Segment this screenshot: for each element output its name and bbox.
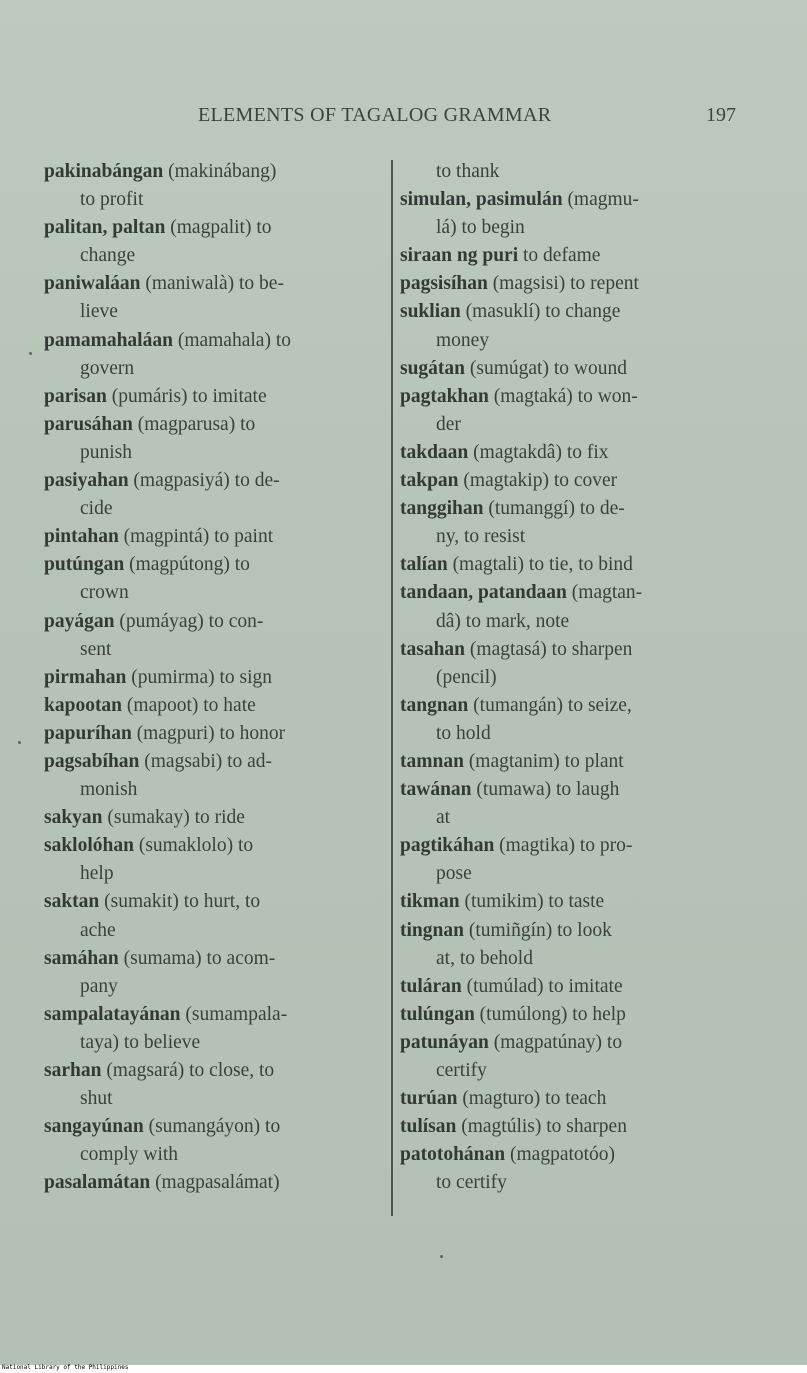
- definition-text: punish: [80, 441, 133, 463]
- glossary-line: [400, 608, 752, 636]
- definition-text: (magtasá) to sharpen: [465, 638, 633, 660]
- glossary-line: [44, 355, 382, 383]
- glossary-line: [400, 945, 752, 973]
- definition-text: (magpasiyá) to de-: [128, 470, 280, 492]
- glossary-line: [44, 158, 382, 186]
- headword: talían: [400, 554, 448, 576]
- definition-text: (magsará) to close, to: [101, 1060, 275, 1081]
- headword: samáhan: [44, 947, 119, 969]
- glossary-line: [400, 776, 752, 804]
- headword: simulan, pasimulán: [400, 189, 563, 211]
- glossary-line: [400, 327, 752, 355]
- headword: pagsabíhan: [44, 750, 140, 772]
- glossary-line: [44, 579, 382, 607]
- definition-text: to defame: [518, 245, 601, 267]
- glossary-line: [400, 355, 752, 383]
- glossary-line: [44, 1169, 382, 1197]
- definition-text: (magpintá) to paint: [118, 526, 274, 548]
- definition-text: (tumúlong) to help: [474, 1003, 626, 1025]
- glossary-line: [400, 692, 752, 720]
- definition-text: monish: [80, 779, 138, 801]
- glossary-line: [44, 945, 382, 973]
- glossary-line: [400, 636, 752, 664]
- definition-text: (magpasalámat): [150, 1172, 280, 1194]
- scan-footer: [0, 1365, 807, 1373]
- headword: tulísan: [400, 1116, 457, 1138]
- definition-text: ache: [80, 919, 116, 941]
- glossary-line: [44, 411, 382, 439]
- glossary-line: [44, 804, 382, 832]
- glossary-line: [400, 383, 752, 411]
- glossary-line: [44, 298, 382, 326]
- headword: pakinabángan: [44, 161, 164, 182]
- headword: pagtikáhan: [400, 835, 495, 857]
- headword: sampalatayánan: [44, 1003, 181, 1025]
- glossary-line: [400, 214, 752, 242]
- glossary-line: [44, 748, 382, 776]
- definition-text: (magpatotóo): [505, 1144, 616, 1166]
- headword: tasahan: [400, 638, 466, 660]
- definition-text: lá) to begin: [436, 217, 525, 239]
- definition-text: sent: [80, 638, 112, 660]
- definition-text: change: [80, 245, 136, 267]
- definition-text: (tumikim) to taste: [459, 891, 605, 913]
- column-divider: [391, 160, 393, 1216]
- headword: tawánan: [400, 779, 472, 801]
- definition-text: (magtali) to tie, to bind: [447, 554, 633, 576]
- definition-text: pose: [436, 863, 472, 885]
- definition-text: (magtan-: [566, 582, 643, 604]
- glossary-line: [44, 242, 382, 270]
- headword: suklian: [400, 301, 461, 323]
- definition-text: cide: [80, 498, 113, 520]
- glossary-line: [44, 214, 382, 242]
- definition-text: (magsisi) to repent: [487, 273, 639, 295]
- definition-text: (maniwalà) to be-: [140, 273, 284, 295]
- glossary-line: [44, 973, 382, 1001]
- headword: putúngan: [44, 554, 125, 576]
- glossary-line: [44, 776, 382, 804]
- glossary-line: [44, 383, 382, 411]
- definition-text: dâ) to mark, note: [436, 610, 570, 632]
- definition-text: (sumakay) to ride: [102, 807, 245, 829]
- glossary-line: [44, 636, 382, 664]
- definition-text: (sumúgat) to wound: [465, 357, 627, 379]
- glossary-line: [400, 495, 752, 523]
- definition-text: (mapoot) to hate: [122, 694, 256, 716]
- headword: parisan: [44, 385, 107, 407]
- page-number: 197: [706, 104, 736, 126]
- headword: pasiyahan: [44, 470, 129, 492]
- definition-text: (magturo) to teach: [457, 1088, 607, 1110]
- headword: tanggihan: [400, 498, 484, 520]
- headword: pintahan: [44, 526, 119, 548]
- headword: parusáhan: [44, 413, 133, 435]
- headword: saktan: [44, 891, 100, 913]
- headword: tulúngan: [400, 1003, 475, 1025]
- right-column: [400, 158, 752, 1197]
- definition-text: comply with: [80, 1144, 179, 1166]
- definition-text: (pumáris) to imitate: [106, 385, 267, 407]
- definition-text: (sumaklolo) to: [133, 835, 254, 857]
- definition-text: der: [436, 413, 461, 435]
- headword: pasalamátan: [44, 1172, 151, 1194]
- running-header: [0, 104, 807, 132]
- headword: kapootan: [44, 694, 123, 716]
- definition-text: (pencil): [436, 666, 497, 688]
- definition-text: (sumangáyon) to: [143, 1116, 281, 1138]
- glossary-line: [44, 1057, 382, 1085]
- definition-text: (tumúlad) to imitate: [461, 975, 623, 997]
- definition-text: (tumanggí) to de-: [483, 498, 625, 520]
- glossary-line: [400, 158, 752, 186]
- glossary-line: [400, 917, 752, 945]
- glossary-line: [44, 186, 382, 214]
- glossary-line: [400, 832, 752, 860]
- definition-text: (pumirma) to sign: [126, 666, 273, 688]
- headword: pirmahan: [44, 666, 127, 688]
- glossary-line: [400, 1169, 752, 1197]
- glossary-line: [44, 664, 382, 692]
- definition-text: at, to behold: [436, 947, 533, 969]
- glossary-line: [400, 242, 752, 270]
- glossary-line: [400, 1001, 752, 1029]
- definition-text: (tumiñgín) to look: [463, 919, 612, 941]
- glossary-line: [400, 1141, 752, 1169]
- definition-text: (magpuri) to honor: [131, 722, 286, 744]
- headword: pagtakhan: [400, 385, 489, 407]
- headword: patunáyan: [400, 1031, 489, 1053]
- definition-text: help: [80, 863, 114, 885]
- definition-text: (magtúlis) to sharpen: [456, 1116, 627, 1138]
- definition-text: (magpatúnay) to: [488, 1031, 623, 1053]
- definition-text: (sumakit) to hurt, to: [99, 891, 261, 913]
- definition-text: to hold: [436, 722, 491, 744]
- glossary-line: [44, 270, 382, 298]
- library-credit: National Library of the Philippines: [2, 1364, 129, 1371]
- definition-text: (tumangán) to seize,: [468, 694, 632, 716]
- glossary-line: [44, 917, 382, 945]
- headword: pamamahaláan: [44, 329, 173, 351]
- glossary-line: [400, 888, 752, 916]
- glossary-line: [44, 1029, 382, 1057]
- headword: sugátan: [400, 357, 466, 379]
- definition-text: (magpútong) to: [124, 554, 250, 576]
- headword: sarhan: [44, 1060, 102, 1081]
- definition-text: to certify: [436, 1172, 507, 1194]
- definition-text: (magtakip) to cover: [458, 470, 618, 492]
- definition-text: (makinábang): [163, 161, 277, 182]
- glossary-line: [400, 551, 752, 579]
- glossary-line: [400, 579, 752, 607]
- definition-text: (sumama) to acom-: [118, 947, 276, 969]
- headword: pagsisíhan: [400, 273, 488, 295]
- glossary-line: [44, 1001, 382, 1029]
- left-column: [44, 158, 382, 1197]
- definition-text: (magmu-: [562, 189, 639, 211]
- headword: takpan: [400, 470, 459, 492]
- glossary-line: [400, 748, 752, 776]
- glossary-line: [44, 1113, 382, 1141]
- definition-text: taya) to believe: [80, 1031, 201, 1053]
- glossary-line: [44, 608, 382, 636]
- glossary-line: [400, 439, 752, 467]
- glossary-line: [400, 720, 752, 748]
- headword: papuríhan: [44, 722, 132, 744]
- definition-text: lieve: [80, 301, 118, 323]
- glossary-line: [400, 804, 752, 832]
- headword: payágan: [44, 610, 115, 632]
- definition-text: (magtanim) to plant: [463, 750, 624, 772]
- definition-text: (magtaká) to won-: [488, 385, 638, 407]
- header-title: ELEMENTS OF TAGALOG GRAMMAR: [198, 104, 552, 126]
- glossary-line: [400, 664, 752, 692]
- definition-text: govern: [80, 357, 135, 379]
- glossary-line: [400, 1029, 752, 1057]
- definition-text: (sumampala-: [180, 1003, 288, 1025]
- definition-text: (tumawa) to laugh: [471, 779, 620, 801]
- glossary-line: [400, 411, 752, 439]
- headword: tandaan, patandaan: [400, 582, 567, 604]
- headword: tamnan: [400, 750, 464, 772]
- definition-text: at: [436, 807, 451, 829]
- glossary-line: [400, 298, 752, 326]
- definition-text: (masuklí) to change: [460, 301, 621, 323]
- glossary-line: [400, 1085, 752, 1113]
- glossary-line: [400, 1057, 752, 1085]
- definition-text: to thank: [436, 161, 500, 182]
- paper-speck: [440, 1255, 443, 1258]
- headword: tuláran: [400, 975, 462, 997]
- glossary-line: [44, 467, 382, 495]
- headword: palitan, paltan: [44, 217, 166, 239]
- definition-text: shut: [80, 1088, 113, 1110]
- headword: sakyan: [44, 807, 103, 829]
- glossary-line: [400, 523, 752, 551]
- definition-text: (pumáyag) to con-: [114, 610, 264, 632]
- definition-text: (magtakdâ) to fix: [468, 441, 609, 463]
- glossary-line: [400, 860, 752, 888]
- headword: takdaan: [400, 441, 469, 463]
- glossary-line: [44, 832, 382, 860]
- definition-text: crown: [80, 582, 129, 604]
- glossary-line: [44, 860, 382, 888]
- headword: tikman: [400, 891, 460, 913]
- glossary-line: [44, 1085, 382, 1113]
- glossary-line: [44, 495, 382, 523]
- glossary-line: [400, 1113, 752, 1141]
- paper-speck: [18, 741, 21, 744]
- headword: paniwaláan: [44, 273, 141, 295]
- glossary-line: [400, 467, 752, 495]
- glossary-line: [44, 439, 382, 467]
- glossary-line: [400, 270, 752, 298]
- glossary-line: [44, 720, 382, 748]
- glossary-line: [44, 551, 382, 579]
- glossary-line: [400, 186, 752, 214]
- definition-text: (magsabi) to ad-: [139, 750, 273, 772]
- headword: siraan ng puri: [400, 245, 519, 267]
- headword: saklolóhan: [44, 835, 134, 857]
- glossary-line: [44, 1141, 382, 1169]
- definition-text: (magparusa) to: [132, 413, 256, 435]
- definition-text: (magtika) to pro-: [494, 835, 633, 857]
- glossary-line: [44, 327, 382, 355]
- glossary-line: [44, 692, 382, 720]
- glossary-line: [400, 973, 752, 1001]
- headword: turúan: [400, 1088, 458, 1110]
- glossary-line: [44, 888, 382, 916]
- headword: sangayúnan: [44, 1116, 144, 1138]
- definition-text: to profit: [80, 189, 144, 211]
- headword: tangnan: [400, 694, 469, 716]
- definition-text: (magpalit) to: [165, 217, 272, 239]
- definition-text: (mamahala) to: [172, 329, 291, 351]
- headword: patotohánan: [400, 1144, 506, 1166]
- definition-text: ny, to resist: [436, 526, 526, 548]
- definition-text: pany: [80, 975, 118, 997]
- glossary-line: [44, 523, 382, 551]
- definition-text: money: [436, 329, 490, 351]
- definition-text: certify: [436, 1060, 487, 1081]
- paper-speck: [29, 352, 32, 355]
- headword: tingnan: [400, 919, 464, 941]
